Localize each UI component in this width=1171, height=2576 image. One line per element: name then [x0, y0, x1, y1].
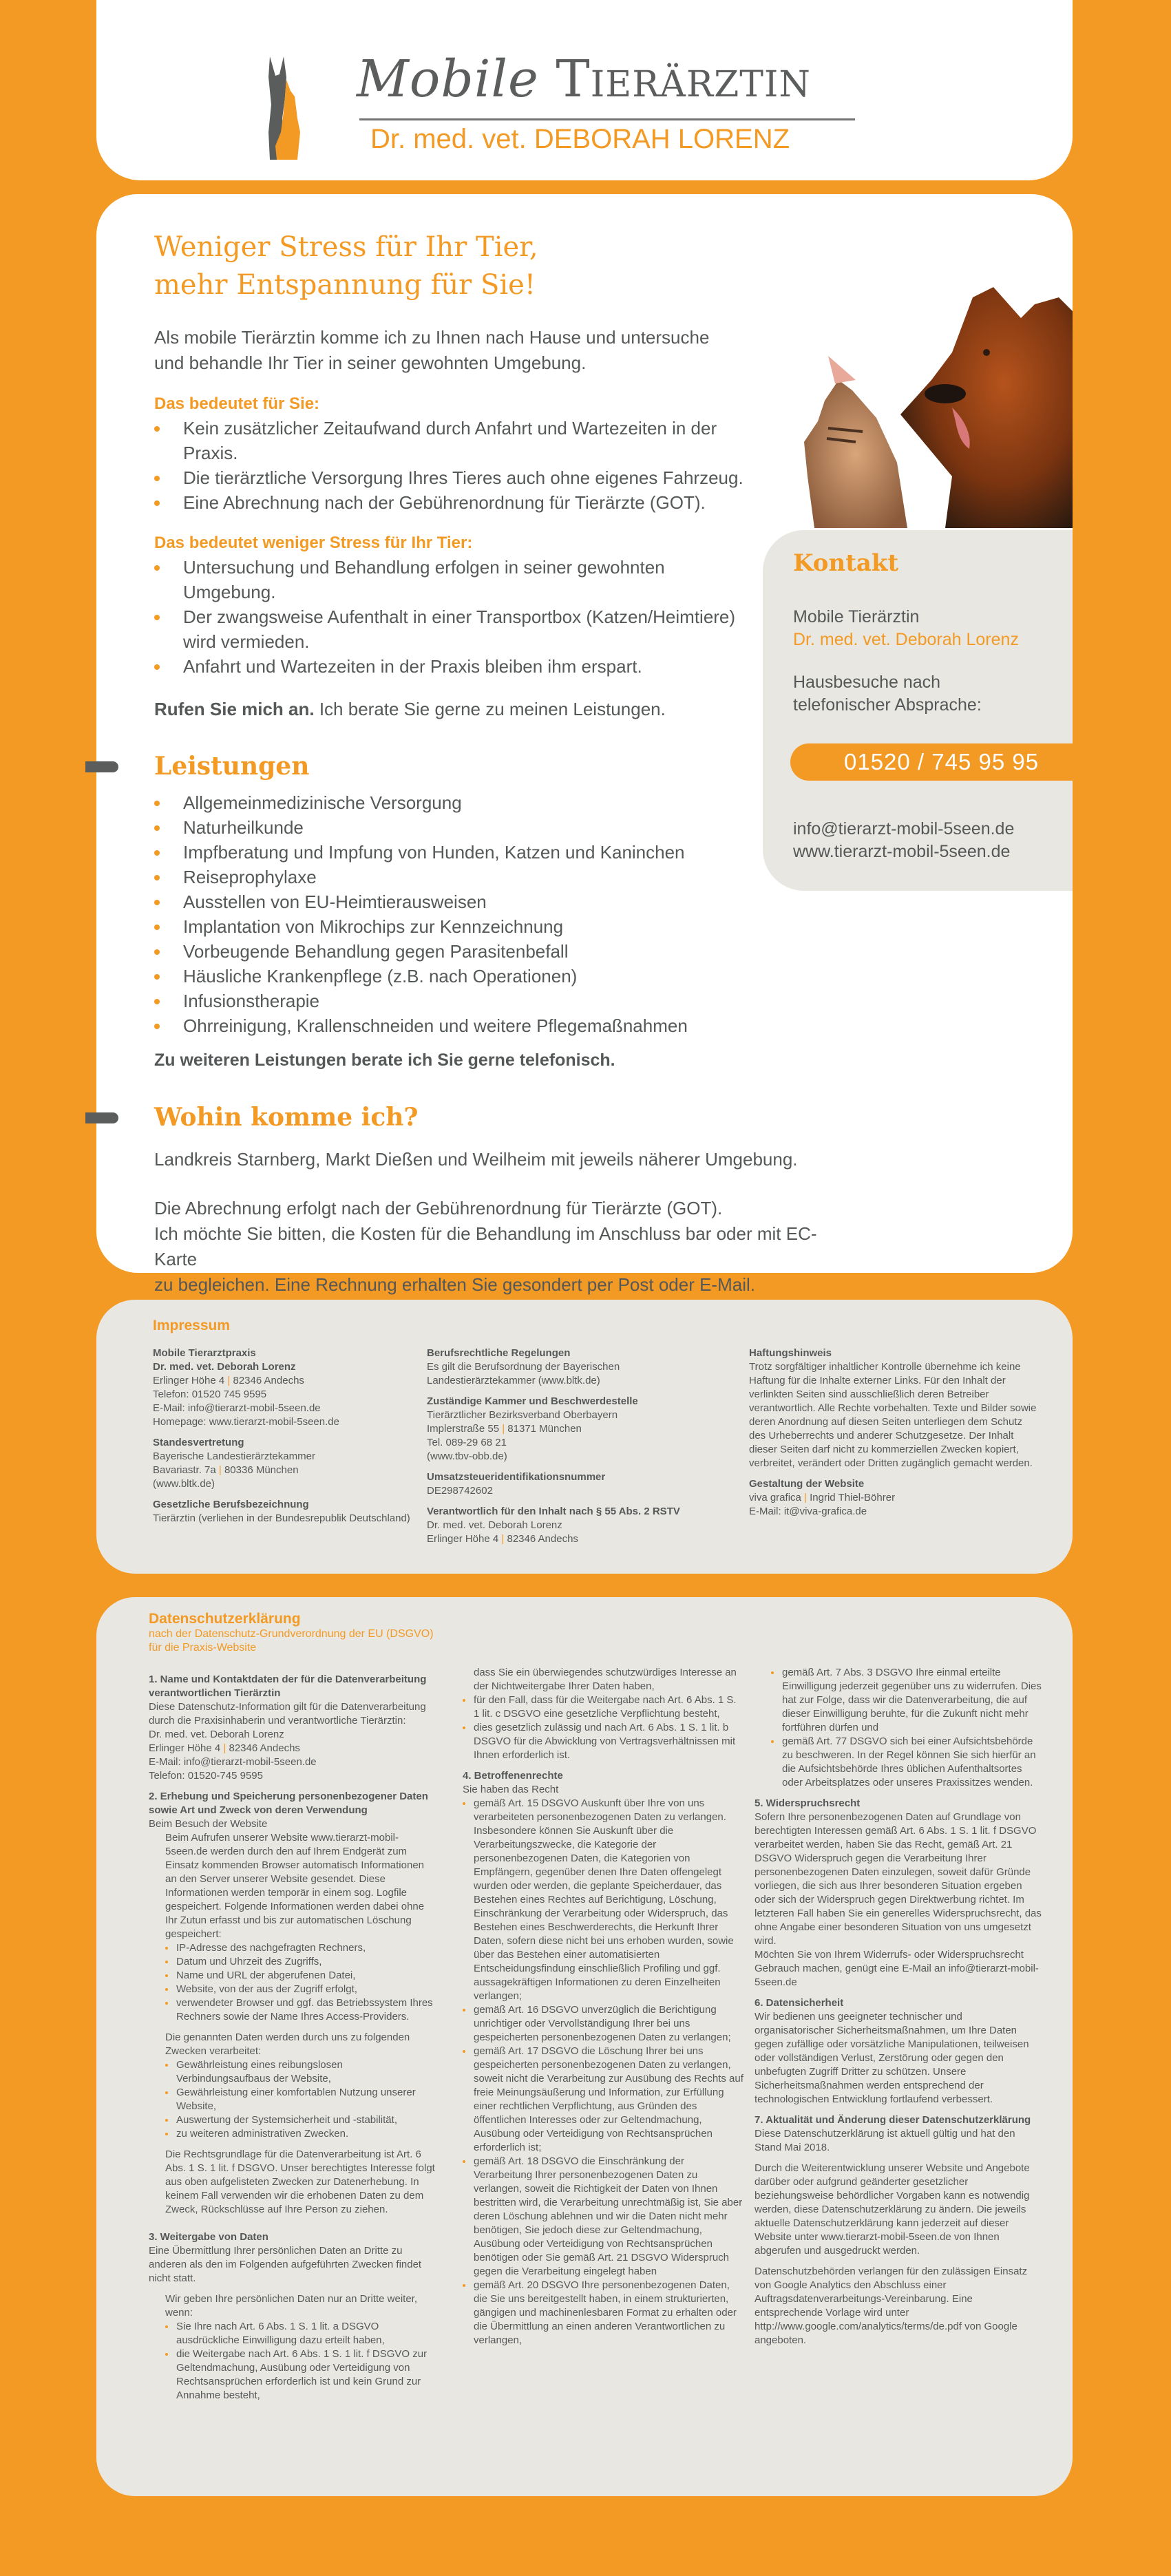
impressum-card — [96, 1300, 1073, 1574]
list-item: Anfahrt und Wartezeiten in der Praxis bleiben ihm erspart. — [154, 654, 760, 679]
bullet-icon — [154, 664, 160, 670]
logo-subtitle: Dr. med. vet. DEBORAH LORENZ — [370, 124, 790, 154]
benefits-you-list — [154, 416, 760, 515]
phone-number-link[interactable]: 01520 / 745 95 95 — [790, 743, 1073, 781]
list-item: verwendeter Browser und ggf. das Betriebssystem Ihres Rechners sowie der Name Ihres Access-Providers. — [165, 1996, 438, 2024]
contact-title: Mobile Tierärztin — [793, 607, 920, 626]
bullet-icon — [154, 565, 160, 571]
logged-data-list — [149, 1941, 438, 2024]
list-item: gemäß Art. 7 Abs. 3 DSGVO Ihre einmal erteilte Einwilligung jederzeit gegenüber uns zu widerrufen. Dies hat zur Folge, dass wir die Datenverarbeitung, die auf dieser Einwilligung beruhte, für die Zukunft nicht mehr fortführen dürfen und — [771, 1666, 1044, 1735]
list-item: zu weiteren administrativen Zwecken. — [165, 2127, 438, 2141]
section-marker-icon — [85, 1112, 118, 1123]
list-item: gemäß Art. 77 DSGVO sich bei einer Aufsichtsbehörde zu beschweren. In der Regel können Sie sich hierfür an die Aufsichtsbehörde Ihres üblichen Aufenthaltsortes oder Arbeitsplatzes oder unseres Praxissitzes wenden. — [771, 1735, 1044, 1790]
section-heading: 3. Weitergabe von Daten — [149, 2231, 268, 2243]
bullet-icon — [154, 615, 160, 620]
impressum-col-2: Berufsrechtliche Regelungen Es gilt die Berufsordnung der Bayerischen Landestierärztekammer (www.bltk.de) Zuständige Kammer und Beschwerdestelle Tierärztlicher Bezirksverband Oberbayern Implerstraße 55 | 81371 München Tel. 089-29 68 21 (www.tbv-obb.de) Umsatzsteueridentifikationsnummer DE298742602 Verantwortlich für den Inhalt nach § 55 Abs. 2 RSTV Dr. med. vet. Deborah Lorenz Erlinger Höhe 4 | 82346 Andechs — [427, 1347, 680, 1545]
bullet-icon — [154, 999, 160, 1004]
list-item: Gewährleistung einer komfortablen Nutzung unserer Website, — [165, 2086, 438, 2113]
list-item: Auswertung der Systemsicherheit und -stabilität, — [165, 2113, 438, 2127]
privacy-title: Datenschutzerklärung — [149, 1611, 301, 1627]
list-item: Häusliche Krankenpflege (z.B. nach Operationen) — [154, 964, 843, 989]
contact-website-link[interactable]: www.tierarzt-mobil-5seen.de — [793, 842, 1011, 861]
billing-line-2: Ich möchte Sie bitten, die Kosten für die Behandlung im Anschluss bar oder mit EC-Karte — [154, 1223, 817, 1269]
impressum-title: Impressum — [153, 1318, 231, 1333]
call-to-action: Rufen Sie mich an. Ich berate Sie gerne zu meinen Leistungen. — [154, 699, 666, 719]
impressum-email-link[interactable]: E-Mail: info@tierarzt-mobil-5seen.de — [153, 1402, 321, 1414]
impressum-col-1: Mobile Tierarztpraxis Dr. med. vet. Deborah Lorenz Erlinger Höhe 4 | 82346 Andechs Telefon: 01520 745 9595 E-Mail: info@tierarzt-mobil-5seen.de Homepage: www.tierarzt-mobil-5seen.de Standesvertretung Bayerische Landestierärztekammer Bavariastr. 7a | 80336 München (www.bltk.de) Gesetzliche Berufsbezeichnung Tierärztin (verliehen in der Bundesrepublik Deutschland) — [153, 1347, 410, 1524]
list-item: Website, von der aus der Zugriff erfolgt, — [165, 1983, 438, 1996]
bullet-icon — [154, 500, 160, 506]
header-card — [96, 0, 1073, 180]
bltk-link[interactable]: (www.bltk.de) — [153, 1478, 215, 1490]
pets-photo — [787, 270, 1073, 528]
bullet-icon — [154, 850, 160, 856]
main-card — [96, 194, 1073, 1295]
list-item: Vorbeugende Behandlung gegen Parasitenbefall — [154, 939, 843, 964]
billing-line-3: zu begleichen. Eine Rechnung erhalten Sie gesondert per Post oder E-Mail. — [154, 1274, 755, 1295]
bullet-icon — [154, 426, 160, 432]
list-item: gemäß Art. 15 DSGVO Auskunft über Ihre von uns verarbeiteten personenbezogenen Daten zu verlangen. Insbesondere können Sie Auskunft über die Verarbeitungszwecke, die Kategorie der personenbezogenen Daten, die Kategorien von Empfängern, gegenüber denen Ihre Daten offengelegt wurden oder werden, die geplante Speicherdauer, das Bestehen eines Rechtes auf Berichtigung, Löschung, Einschränkung der Verarbeitung oder Widerspruch, das Bestehen eines Beschwerderechts, die Herkunft Ihrer Daten, sofern diese nicht bei uns erhoben wurden, sowie über das Bestehen einer automatisierten Entscheidungsfindung einschließlich Profiling und ggf. aussagekräftigen Informationen zu deren Einzelheiten verlangen; — [463, 1797, 745, 2003]
transfer-list — [149, 2320, 438, 2403]
list-item: Reiseprophylaxe — [154, 865, 843, 889]
section-heading: 5. Widerspruchsrecht — [755, 1797, 861, 1809]
section-heading: 1. Name und Kontaktdaten der für die Datenverarbeitung verantwortlichen Tierärztin — [149, 1674, 427, 1699]
list-item: Impfberatung und Impfung von Hunden, Katzen und Kaninchen — [154, 840, 843, 865]
privacy-col-2: dass Sie ein überwiegendes schutzwürdiges Interesse an der Nichtweitergabe Ihrer Daten haben, für den Fall, dass für die Weitergabe nach Art. 6 Abs. 1 S. 1 lit. c DSGVO eine gesetzliche Verpflichtung besteht, dies gesetzlich zulässig und nach Art. 6 Abs. 1 S. 1 lit. b DSGVO für die Abwicklung von Vertragsverhältnissen mit Ihnen erforderlich ist. 4. Betroffenenrechte Sie haben das Recht gemäß Art. 15 DSGVO Auskunft über Ihre von uns verarbeiteten personenbezogenen Daten zu verlangen. Insbesondere können Sie Auskunft über die Verarbeitungszwecke, die Kategorie der personenbezogenen Daten, die Kategorien von Empfängern, gegenüber denen Ihre Daten offengelegt wurden oder werden, die geplante Speicherdauer, das Bestehen eines Rechtes auf Berichtigung, Löschung, Einschränkung der Verarbeitung oder Widerspruch, das Bestehen eines Beschwerderechts, die Herkunft Ihrer Daten, sofern diese nicht bei uns erhoben wurden, sowie über das Bestehen einer automatisierten Entscheidungsfindung einschließlich Profiling und ggf. aussagekräftigen Informationen zu deren Einzelheiten verlangen; gemäß Art. 16 DSGVO unverzüglich die Berichtigung unrichtiger oder Vervollständigung Ihrer bei uns gespeicherten personenbezogenen Daten zu verlangen; gemäß Art. 17 DSGVO die Löschung Ihrer bei uns gespeicherten personenbezogenen Daten zu verlangen, soweit nicht die Verarbeitung zur Ausübung des Rechts auf freie Meinungsäußerung und Information, zur Erfüllung einer rechtlichen Verpflichtung, aus Gründen des öffentlichen Interesses oder zur Geltendmachung, Ausübung oder Verteidigung von Rechtsansprüchen erforderlich ist; gemäß Art. 18 DSGVO die Einschränkung der Verarbeitung Ihrer personenbezogenen Daten zu verlangen, soweit die Richtigkeit der Daten von Ihnen bestritten wird, die Verarbeitung unrechtmäßig ist, Sie aber deren Löschung ablehnen und wir die Daten nicht mehr benötigen, Sie jedoch diese zur Geltendmachung, Ausübung oder Verteidigung von Rechtsansprüchen benötigen oder Sie gemäß Art. 21 DSGVO Widerspruch gegen die Verarbeitung eingelegt haben gemäß Art. 20 DSGVO Ihre personenbezogenen Daten, die Sie uns bereitgestellt haben, in einem strukturierten, gängigen und machinenlesbaren Format zu erhalten oder die Übermittlung an einen anderen Verantwortlichen zu verlangen, — [463, 1666, 745, 2347]
privacy-subtitle: nach der Datenschutz-Grundverordnung der EU (DSGVO) für die Praxis-Website — [149, 1628, 434, 1654]
services-heading: Leistungen — [154, 749, 843, 783]
list-item: gemäß Art. 20 DSGVO Ihre personenbezogenen Daten, die Sie uns bereitgestellt haben, in einem strukturierten, gängigen und machinenlesbaren Format zu erhalten oder die Übermittlung an einen anderen Verantwortlichen zu verlangen, — [463, 2279, 745, 2347]
logo[interactable] — [267, 41, 887, 158]
bullet-icon — [154, 476, 160, 481]
privacy-col-1: 1. Name und Kontaktdaten der für die Datenverarbeitung verantwortlichen Tierärztin Diese Datenschutz-Information gilt für die Datenverarbeitung durch die Praxisinhaberin und verantwortliche Tierärztin: Dr. med. vet. Deborah Lorenz Erlinger Höhe 4 | 82346 Andechs E-Mail: info@tierarzt-mobil-5seen.de Telefon: 01520-745 9595 2. Erhebung und Speicherung personenbezogener Daten sowie Art und Zweck von deren Verwendung Beim Besuch der Website Beim Aufrufen unserer Website www.tierarzt-mobil-5seen.de werden durch den auf Ihrem Endgerät zum Einsatz kommenden Browser automatisch Informationen an den Server unserer Website gesendet. Diese Informationen werden temporär in einem sog. Logfile gespeichert. Folgende Informationen werden dabei ohne Ihr Zutun erfasst und bis zur automatischen Löschung gespeichert: IP-Adresse des nachgefragten Rechners, Datum und Uhrzeit des Zugriffs, Name und URL der abgerufenen Datei, Website, von der aus der Zugriff erfolgt, verwendeter Browser und ggf. das Betriebssystem Ihres Rechners sowie der Name Ihres Access-Providers. Die genannten Daten werden durch uns zu folgenden Zwecken verarbeitet: Gewährleistung eines reibungslosen Verbindungsaufbaus der Website, Gewährleistung einer komfortablen Nutzung unserer Website, Auswertung der Systemsicherheit und -stabilität, zu weiteren administrativen Zwecken. Die Rechtsgrundlage für die Datenverarbeitung ist Art. 6 Abs. 1 S. 1 lit. f DSGVO. Unser berechtigtes Interesse folgt aus oben aufgelisteten Zwecken zur Datenerhebung. In keinem Fall verwenden wir die erhobenen Daten zu dem Zweck, Rückschlüsse auf Ihre Person zu ziehen. 3. Weitergabe von Daten Eine Übermittlung Ihrer persönlichen Daten an Dritte zu anderen als den im Folgenden aufgeführten Zwecken findet nicht statt. Wir geben Ihre persönlichen Daten nur an Dritte weiter, wenn: Sie Ihre nach Art. 6 Abs. 1 S. 1 lit. a DSGVO ausdrückliche Einwilligung dazu erteilt haben, die Weitergabe nach Art. 6 Abs. 1 S. 1 lit. f DSGVO zur Geltendmachung, Ausübung oder Verteidigung von Rechtsansprüchen erforderlich ist und kein Grund zur Annahme besteht, — [149, 1673, 438, 2403]
list-item: gemäß Art. 16 DSGVO unverzüglich die Berichtigung unrichtiger oder Vervollständigung Ihrer bei uns gespeicherten personenbezogenen Daten zu verlangen; — [463, 2003, 745, 2045]
area-text: Landkreis Starnberg, Markt Dießen und Weilheim mit jeweils näherer Umgebung. — [154, 1149, 798, 1170]
contact-email-link[interactable]: info@tierarzt-mobil-5seen.de — [793, 819, 1015, 838]
list-item: Untersuchung und Behandlung erfolgen in seiner gewohnten Umgebung. — [154, 555, 760, 604]
designer-email-link[interactable]: E-Mail: it@viva-grafica.de — [749, 1506, 867, 1517]
section-heading: 2. Erhebung und Speicherung personenbezogener Daten sowie Art und Zweck von deren Verwendung — [149, 1791, 428, 1816]
bullet-icon — [154, 825, 160, 831]
rights-list-cont — [755, 1666, 1044, 1790]
list-item: Der zwangsweise Aufenthalt in einer Transportbox (Katzen/Heimtiere) wird vermieden. — [154, 604, 760, 654]
list-item: Die tierärztliche Versorgung Ihres Tieres auch ohne eigenes Fahrzeug. — [154, 465, 760, 490]
benefits-pet-list — [154, 555, 760, 679]
section-heading: 7. Aktualität und Änderung dieser Datenschutzerklärung — [755, 2114, 1031, 2126]
list-item: Implantation von Mikrochips zur Kennzeichnung — [154, 914, 843, 939]
services-footer: Zu weiteren Leistungen berate ich Sie gerne telefonisch. — [154, 1051, 615, 1070]
bullet-icon — [154, 1024, 160, 1029]
list-item: Allgemeinmedizinische Versorgung — [154, 790, 843, 815]
contact-name: Dr. med. vet. Deborah Lorenz — [793, 630, 1019, 649]
main-content — [154, 215, 843, 1298]
list-item: dies gesetzlich zulässig und nach Art. 6 Abs. 1 S. 1 lit. b DSGVO für die Abwicklung von Vertragsverhältnissen mit Ihnen erforderlich ist. — [463, 1721, 745, 1762]
list-item: Eine Abrechnung nach der Gebührenordnung für Tierärzte (GOT). — [154, 490, 760, 515]
list-item: gemäß Art. 18 DSGVO die Einschränkung der Verarbeitung Ihrer personenbezogenen Daten zu verlangen, soweit die Richtigkeit der Daten von Ihnen bestritten wird, die Verarbeitung unrechtmäßig ist, Sie aber deren Löschung ablehnen und wir die Daten nicht mehr benötigen, Sie jedoch diese zur Geltendmachung, Ausübung oder Verteidigung von Rechtsansprüchen benötigen oder Sie gemäß Art. 21 DSGVO Widerspruch gegen die Verarbeitung eingelegt haben — [463, 2155, 745, 2279]
bullet-icon — [154, 974, 160, 980]
list-item: Infusionstherapie — [154, 989, 843, 1013]
bullet-icon — [154, 875, 160, 880]
list-item: Name und URL der abgerufenen Datei, — [165, 1969, 438, 1983]
section-heading: 6. Datensicherheit — [755, 1997, 844, 2009]
list-item: Naturheilkunde — [154, 815, 843, 840]
privacy-col-3: gemäß Art. 7 Abs. 3 DSGVO Ihre einmal erteilte Einwilligung jederzeit gegenüber uns zu widerrufen. Dies hat zur Folge, dass wir die Datenverarbeitung, die auf dieser Einwilligung beruhte, für die Zukunft nicht mehr fortführen dürfen und gemäß Art. 77 DSGVO sich bei einer Aufsichtsbehörde zu beschweren. In der Regel können Sie sich hierfür an die Aufsichtsbehörde Ihres üblichen Aufenthaltsortes oder Arbeitsplatzes oder unseres Praxissitzes wenden. 5. Widerspruchsrecht Sofern Ihre personenbezogenen Daten auf Grundlage von berechtigten Interessen gemäß Art. 6 Abs. 1 S. 1 lit. f DSGVO verarbeitet werden, haben Sie das Recht, gemäß Art. 21 DSGVO Widerspruch gegen die Verarbeitung Ihrer personenbezogenen Daten einzulegen, soweit dafür Gründe vorliegen, die sich aus Ihrer besonderen Situation ergeben oder sich der Widerspruch gegen Direktwerbung richtet. Im letzteren Fall haben Sie ein generelles Widerspruchsrecht, das ohne Angabe einer besonderen Situation von uns umgesetzt wird. Möchten Sie von Ihrem Widerrufs- oder Widerspruchsrecht Gebrauch machen, genügt eine E-Mail an info@tierarzt-mobil-5seen.de 6. Datensicherheit Wir bedienen uns geeigneter technischer und organisatorischer Sicherheitsmaßnahmen, um Ihre Daten gegen zufällige oder vorsätzliche Manipulationen, teilweisen oder vollständigen Verlust, Zerstörung oder gegen den unbefugten Zugriff Dritter zu schützen. Unsere Sicherheitsmaßnahmen werden entsprechend der technologischen Entwicklung fortlaufend verbessert. 7. Aktualität und Änderung dieser Datenschutzerklärung Diese Datenschutzerklärung ist aktuell gültig und hat den Stand Mai 2018. Durch die Weiterentwicklung unserer Website und Angebote darüber oder aufgrund geänderter gesetzlicher beziehungsweise behördlicher Vorgaben kann es notwendig werden, diese Datenschutzerklärung zu ändern. Die jeweils aktuelle Datenschutzerklärung kann jederzeit auf dieser Website unter www.tierarzt-mobil-5seen.de von Ihnen abgerufen und ausgedruckt werden. Datenschutzbehörden verlangen für den zulässigen Einsatz von Google Analytics den Abschluss einer Auftragsdatenverarbeitungs-Vereinbarung. Eine entsprechende Vorlage wird unter http://www.google.com/analytics/terms/de.pdf von Google angeboten. — [755, 1666, 1044, 2347]
rights-list — [463, 1797, 745, 2347]
bullet-icon — [154, 801, 160, 806]
purpose-list — [149, 2058, 438, 2141]
logo-title: Mobile Tierärztin — [357, 50, 811, 109]
logo-divider — [359, 118, 855, 120]
list-item: die Weitergabe nach Art. 6 Abs. 1 S. 1 lit. f DSGVO zur Geltendmachung, Ausübung oder Verteidigung von Rechtsansprüchen erforderlich ist und kein Grund zur Annahme besteht, — [165, 2347, 438, 2403]
bullet-icon — [154, 925, 160, 930]
contact-heading: Kontakt — [793, 549, 899, 577]
hero-heading: Weniger Stress für Ihr Tier, mehr Entspannung für Sie! — [154, 231, 538, 301]
list-item: für den Fall, dass für die Weitergabe nach Art. 6 Abs. 1 S. 1 lit. c DSGVO eine gesetzliche Verpflichtung besteht, — [463, 1693, 745, 1721]
contact-visits-line2: telefonischer Absprache: — [793, 695, 982, 715]
section-heading: 4. Betroffenenrechte — [463, 1770, 563, 1782]
benefits-pet-heading: Das bedeutet weniger Stress für Ihr Tier: — [154, 534, 473, 552]
list-item: Kein zusätzlicher Zeitaufwand durch Anfahrt und Wartezeiten in der Praxis. — [154, 416, 760, 465]
impressum-col-3: Haftungshinweis Trotz sorgfältiger inhaltlicher Kontrolle übernehme ich keine Haftung für die Inhalte externer Links. Für den Inhalt der verlinkten Seiten sind ausschließlich deren Betreiber verantwortlich. Alle Rechte vorbehalten. Texte und Bilder sowie deren Anordnung auf diesen Seiten unterliegen dem Schutz des Urheberrechts und anderer Schutzgesetze. Der Inhalt dieser Seiten darf nicht zu kommerziellen Zwecken kopiert, verbreitet, verändert oder Dritten zugänglich gemacht werden. Gestaltung der Website viva grafica | Ingrid Thiel-Böhrer E-Mail: it@viva-grafica.de — [749, 1347, 1037, 1517]
list-item: gemäß Art. 17 DSGVO die Löschung Ihrer bei uns gespeicherten personenbezogenen Daten zu verlangen, soweit nicht die Verarbeitung zur Ausübung des Rechts auf freie Meinungsäußerung und Information, zur Erfüllung einer rechtlichen Verpflichtung, aus Gründen des öffentlichen Interesses oder zur Geltendmachung, Ausübung oder Verteidigung von Rechtsansprüchen erforderlich ist; — [463, 2045, 745, 2155]
contact-visits-line1: Hausbesuche nach — [793, 673, 941, 692]
billing-line-1: Die Abrechnung erfolgt nach der Gebührenordnung für Tierärzte (GOT). — [154, 1198, 723, 1218]
list-item: Sie Ihre nach Art. 6 Abs. 1 S. 1 lit. a DSGVO ausdrückliche Einwilligung dazu erteilt haben, — [165, 2320, 438, 2347]
benefits-you-heading: Das bedeutet für Sie: — [154, 394, 320, 413]
impressum-homepage-link[interactable]: Homepage: www.tierarzt-mobil-5seen.de — [153, 1416, 339, 1428]
bullet-icon — [154, 900, 160, 905]
privacy-card — [96, 1597, 1073, 2496]
contact-panel — [763, 530, 1073, 891]
list-item: Ausstellen von EU-Heimtierausweisen — [154, 889, 843, 914]
list-item: Ohrreinigung, Krallenschneiden und weitere Pflegemaßnahmen — [154, 1013, 843, 1038]
tbv-link[interactable]: (www.tbv-obb.de) — [427, 1450, 507, 1462]
intro-text: Als mobile Tierärztin komme ich zu Ihnen nach Hause und untersuche und behandle Ihr Tier in seiner gewohnten Umgebung. — [154, 327, 710, 373]
transfer-list-cont — [463, 1693, 745, 1762]
cat-dog-silhouette-icon — [267, 56, 329, 160]
bullet-icon — [154, 949, 160, 955]
list-item: Gewährleistung eines reibungslosen Verbindungsaufbaus der Website, — [165, 2058, 438, 2086]
services-list — [154, 790, 843, 1038]
section-marker-icon — [85, 761, 118, 772]
area-heading: Wohin komme ich? — [154, 1100, 843, 1134]
list-item: IP-Adresse des nachgefragten Rechners, — [165, 1941, 438, 1955]
list-item: Datum und Uhrzeit des Zugriffs, — [165, 1955, 438, 1969]
